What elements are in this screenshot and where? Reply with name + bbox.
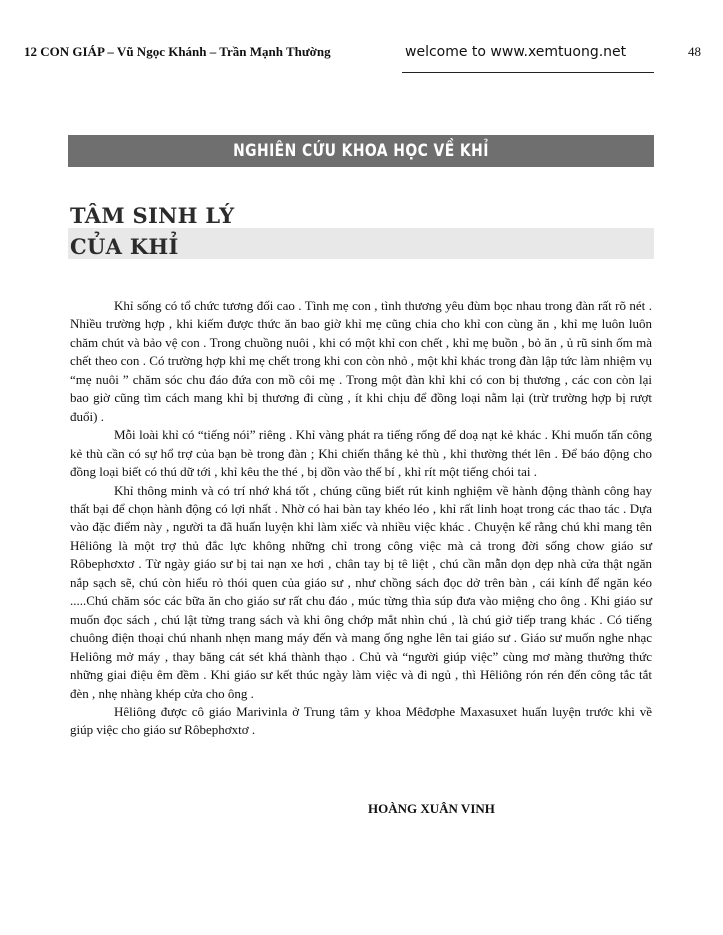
section-banner-text: NGHIÊN CỨU KHOA HỌC VỀ KHỈ xyxy=(233,141,489,161)
article-body xyxy=(70,297,652,740)
article-title-line1: TÂM SINH LÝ xyxy=(70,203,235,228)
paragraph: Hêliông được cô giáo Marivinla ở Trung tâm y khoa Mêđơphe Maxasuxet huấn luyện trước khi về giúp việc cho giáo sư Rôbephơxtơ . xyxy=(70,703,652,738)
book-title-header: 12 CON GIÁP – Vũ Ngọc Khánh – Trần Mạnh Thường xyxy=(24,44,331,59)
paragraph: Khỉ thông minh và có trí nhớ khá tốt , chúng cũng biết rút kinh nghiệm về hành động thành công hay thất bại để chọn hành động có lợi nhất . Nhờ có hai bàn tay khéo léo , khỉ rất linh hoạt trong các thao tác . Dựa vào đặc điểm này , người ta đã huấn luyện khỉ làm xiếc và nhiều việc khác . Chuyện kể rằng chú khỉ mang tên Hêliông là một trợ thủ đắc lực không những chỉ trong công việc mà cả trong đời sống chow giáo sư Rôbephơxtơ . Từ ngày giáo sư bị tai nạn xe hơi , chân tay bị tê liệt , chú cần mẫn dọn dẹp nhà cửa thật ngăn nắp sạch sẽ, chú còn hiểu rỏ thói quen của giáo sư , như chồng sách đọc dở trên bàn , cái kính để ngăn kéo .....Chú chăm sóc các bữa ăn cho giáo sư rất chu đáo , múc từng thìa súp đưa vào miệng cho ông . Khi giáo sư muốn đọc sách , chú lật từng trang sách và khi ông chớp mắt nhìn chú , là chú giở tiếp trang khác . Có tiếng chuông điện thoại chú nhanh nhẹn mang máy đến và mang ống nghe lên tai giáo sư . Giáo sư muốn nghe nhạc Heliông mở máy , thay băng cát sét khá thành thạo . Chủ và “người giúp việc” cùng mơ màng thưởng thức những giai điệu êm đềm . Khi giáo sư kết thúc ngày làm việc và đi ngủ , thì Hêliông rón rén đến công tắc tắt đèn , nhẹ nhàng khép cửa cho ông . xyxy=(70,482,652,701)
paragraph: Khỉ sống có tổ chức tương đối cao . Tình mẹ con , tình thương yêu đùm bọc nhau trong đàn rất rõ nét . Nhiều trường hợp , khi kiếm được thức ăn bao giờ khỉ mẹ cũng chia cho khỉ con cùng ăn , khỉ mẹ luôn luôn chăm chút và bảo vệ con . Trong chuồng nuôi , khi có một khỉ con chết , khỉ mẹ buồn , bỏ ăn , ủ rũ sinh ốm mà chết theo con . Có trường hợp khỉ mẹ chết trong khi con còn nhỏ , một khỉ khác trong đàn lập tức làm nhiệm vụ “mẹ nuôi ” chăm sóc chu đáo đứa con mồ côi mẹ . Trong một đàn khỉ khi có con bị thương , các con còn lại bao giờ cũng tìm cách mang khỉ bị thương đi cùng , ít khi chịu để đồng loại nằm lại (trừ trường hợp bị rượt đuổi) . xyxy=(70,298,652,424)
header-divider xyxy=(402,72,654,73)
section-banner xyxy=(68,135,654,167)
article-title-line2: CỦA KHỈ xyxy=(70,234,179,259)
article-author: HOÀNG XUÂN VINH xyxy=(368,801,495,816)
page-number: 48 xyxy=(688,44,701,59)
website-header: welcome to www.xemtuong.net xyxy=(405,44,627,60)
paragraph: Mỗi loài khỉ có “tiếng nói” riêng . Khỉ vàng phát ra tiếng rống để doạ nạt kẻ khác . Khi muốn tấn công kẻ thù cần có sự hổ trợ của bạn bè trong đàn ; Khi chiến thắng kẻ thù , khỉ thường thét lên . Để báo động cho đồng loại biết có thú dữ tới , khỉ kêu the thé , bị dồn vào thế bí , khỉ rít một tiếng chói tai . xyxy=(70,427,652,480)
